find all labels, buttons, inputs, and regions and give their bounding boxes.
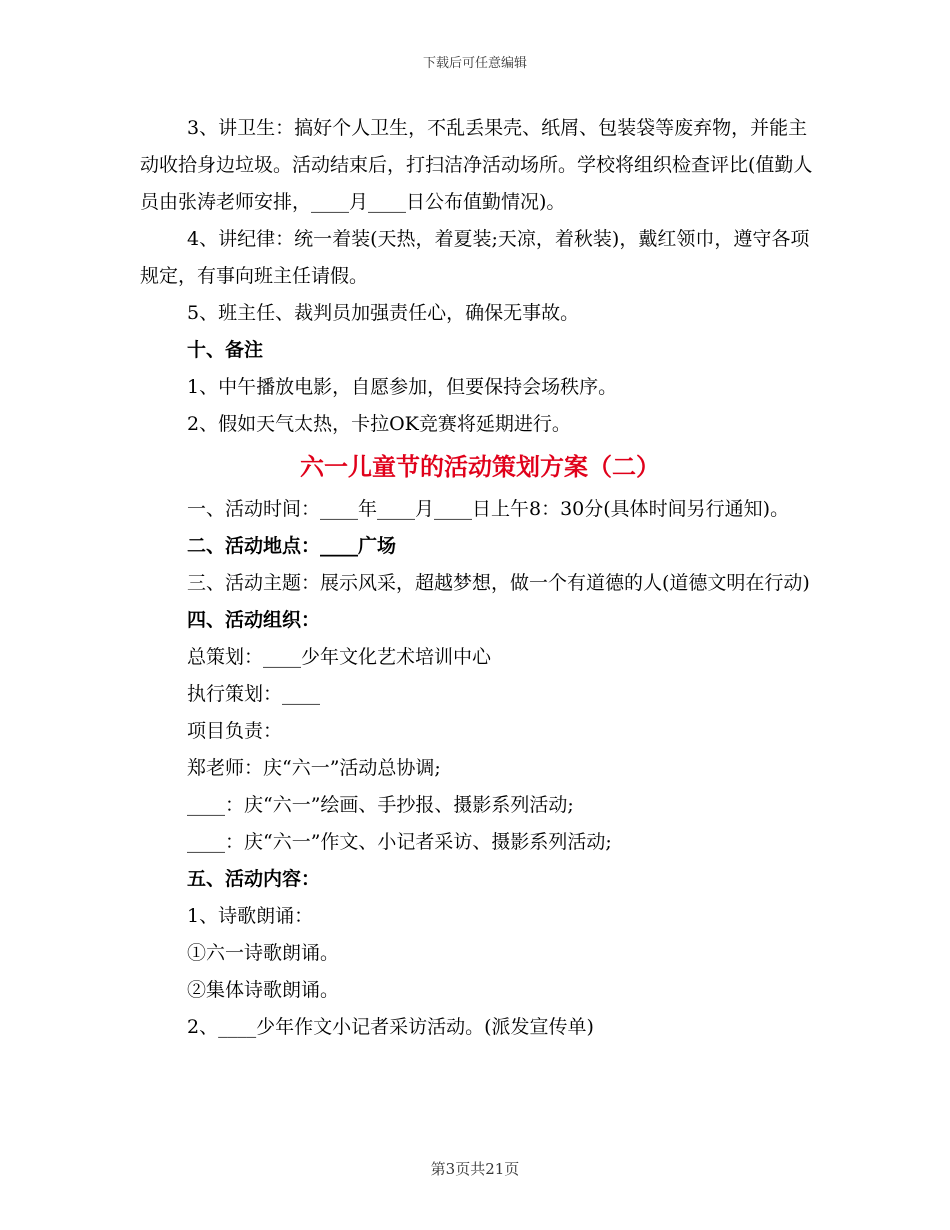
heading-activity-organization: 四、活动组织： [187,609,321,631]
paragraph-hygiene: 3、讲卫生：搞好个人卫生，不乱丢果壳、纸屑、包装袋等废弃物，并能主动收拾身边垃圾。活动结束后，打扫洁净活动场所。学校将组织检查评比(值勤人员由张涛老师安排，____月____日公布值勤情况)。 [140,117,813,213]
paragraph-project-lead: 项目负责： [187,720,283,742]
paragraph-discipline: 4、讲纪律：统一着装(天热，着夏装;天凉，着秋装)，戴红领巾，遵守各项规定，有事向班主任请假。 [140,228,810,287]
paragraph-poetry: 1、诗歌朗诵： [187,905,314,927]
paragraph-responsibility: 5、班主任、裁判员加强责任心，确保无事故。 [187,302,580,324]
page-header: 下载后可任意编辑 [422,56,527,71]
paragraph-executive-planner: 执行策划：____ [187,683,321,705]
paragraph-remark-1: 1、中午播放电影，自愿参加，但要保持会场秩序。 [187,376,618,398]
paragraph-essay-lead: ____：庆“六一”作文、小记者采访、摄影系列活动; [187,831,612,853]
paragraph-remark-2: 2、假如天气太热，卡拉OK竞赛将延期进行。 [187,413,571,435]
paragraph-activity-time: 一、活动时间：____年____月____日上午8：30分(具体时间另行通知)。 [187,498,790,520]
page-footer: 第3页共21页 [430,1160,520,1178]
document-body [140,110,820,1046]
paragraph-poetry-item-2: ②集体诗歌朗诵。 [187,979,340,1001]
paragraph-teacher-zheng: 郑老师：庆“六一”活动总协调; [187,757,441,779]
paragraph-reporter-activity: 2、____少年作文小记者采访活动。(派发宣传单) [187,1016,594,1038]
paragraph-painting-lead: ____：庆“六一”绘画、手抄报、摄影系列活动; [187,794,574,816]
paragraph-chief-planner: 总策划：____少年文化艺术培训中心 [187,646,492,668]
heading-activity-location: 二、活动地点：____广场 [187,535,397,557]
paragraph-poetry-item-1: ①六一诗歌朗诵。 [187,942,340,964]
paragraph-activity-theme: 三、活动主题：展示风采，超越梦想，做一个有道德的人(道德文明在行动) [187,572,810,594]
heading-activity-content: 五、活动内容： [187,868,321,890]
section-title: 六一儿童节的活动策划方案（二） [300,452,660,481]
heading-remarks: 十、备注 [187,339,264,361]
